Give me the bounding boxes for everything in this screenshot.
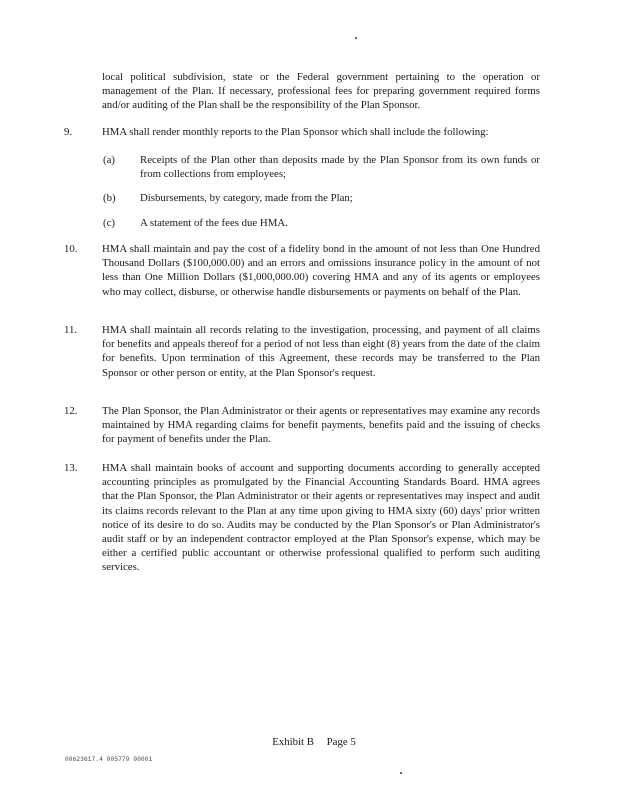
subitem-label: (a) [103, 154, 115, 166]
footer-page-number: Page 5 [326, 736, 356, 748]
footer-exhibit: Exhibit B [272, 736, 314, 748]
document-id: 00623617.4 005779 00001 [65, 756, 153, 763]
section-number: 12. [64, 405, 78, 417]
subitem-text: A statement of the fees due HMA. [140, 217, 288, 229]
section-text: HMA shall maintain and pay the cost of a fidelity bond in the amount of not less than One Hundred Thousand Dollars ($100,000.00) and an errors and omissions insurance policy in the amount of not less than One Million Dollars ($1,000,000.00) covering HMA and any of its agents or employees who may collect, disburse, or otherwise handle disbursements or payments on behalf of the Plan. [102, 243, 540, 298]
subitem-label: (c) [103, 217, 115, 229]
section-number: 9. [64, 126, 73, 138]
section-text: HMA shall maintain all records relating to the investigation, processing, and payment of all claims for benefits and appeals thereof for a period of not less than eight (8) years from the date of the claim for benefits. Upon termination of this Agreement, these records may be transferred to the Plan Sponsor or other person or entity, at the Plan Sponsor's request. [102, 324, 540, 379]
scan-speck [400, 772, 402, 774]
subitem-label: (b) [103, 192, 116, 204]
subitem-text: Disbursements, by category, made from the Plan; [140, 192, 353, 204]
section-number: 10. [64, 243, 78, 255]
continuation-paragraph: local political subdivision, state or the Federal government pertaining to the operation or management of the Plan. If necessary, professional fees for preparing government required forms and/or auditing of the Plan shall be the responsibility of the Plan Sponsor. [102, 71, 540, 112]
section-text: The Plan Sponsor, the Plan Administrator or their agents or representatives may examine any records maintained by HMA regarding claims for benefit payments, benefits paid and the issuing of checks for payment of benefits under the Plan. [102, 405, 540, 446]
section-text: HMA shall render monthly reports to the Plan Sponsor which shall include the following: [102, 126, 489, 138]
page-footer [0, 736, 618, 748]
section-number: 11. [64, 324, 78, 336]
subitem-text: Receipts of the Plan other than deposits made by the Plan Sponsor from its own funds or from collections from employees; [140, 154, 540, 181]
scan-speck [355, 37, 357, 39]
section-number: 13. [64, 462, 78, 474]
section-text: HMA shall maintain books of account and supporting documents according to generally accepted accounting principles as promulgated by the Financial Accounting Standards Board. HMA agrees that the Plan Sponsor, the Plan Administrator or their agents or representatives may inspect and audit its claims records relevant to the Plan at any time upon giving to HMA sixty (60) days' prior written notice of its desire to do so. Audits may be conducted by the Plan Sponsor's or Plan Administrator's audit staff or by an independent contractor employed at the Plan Sponsor's expense, which may be either a certified public accountant or otherwise professional qualified to perform such auditing services. [102, 462, 540, 574]
